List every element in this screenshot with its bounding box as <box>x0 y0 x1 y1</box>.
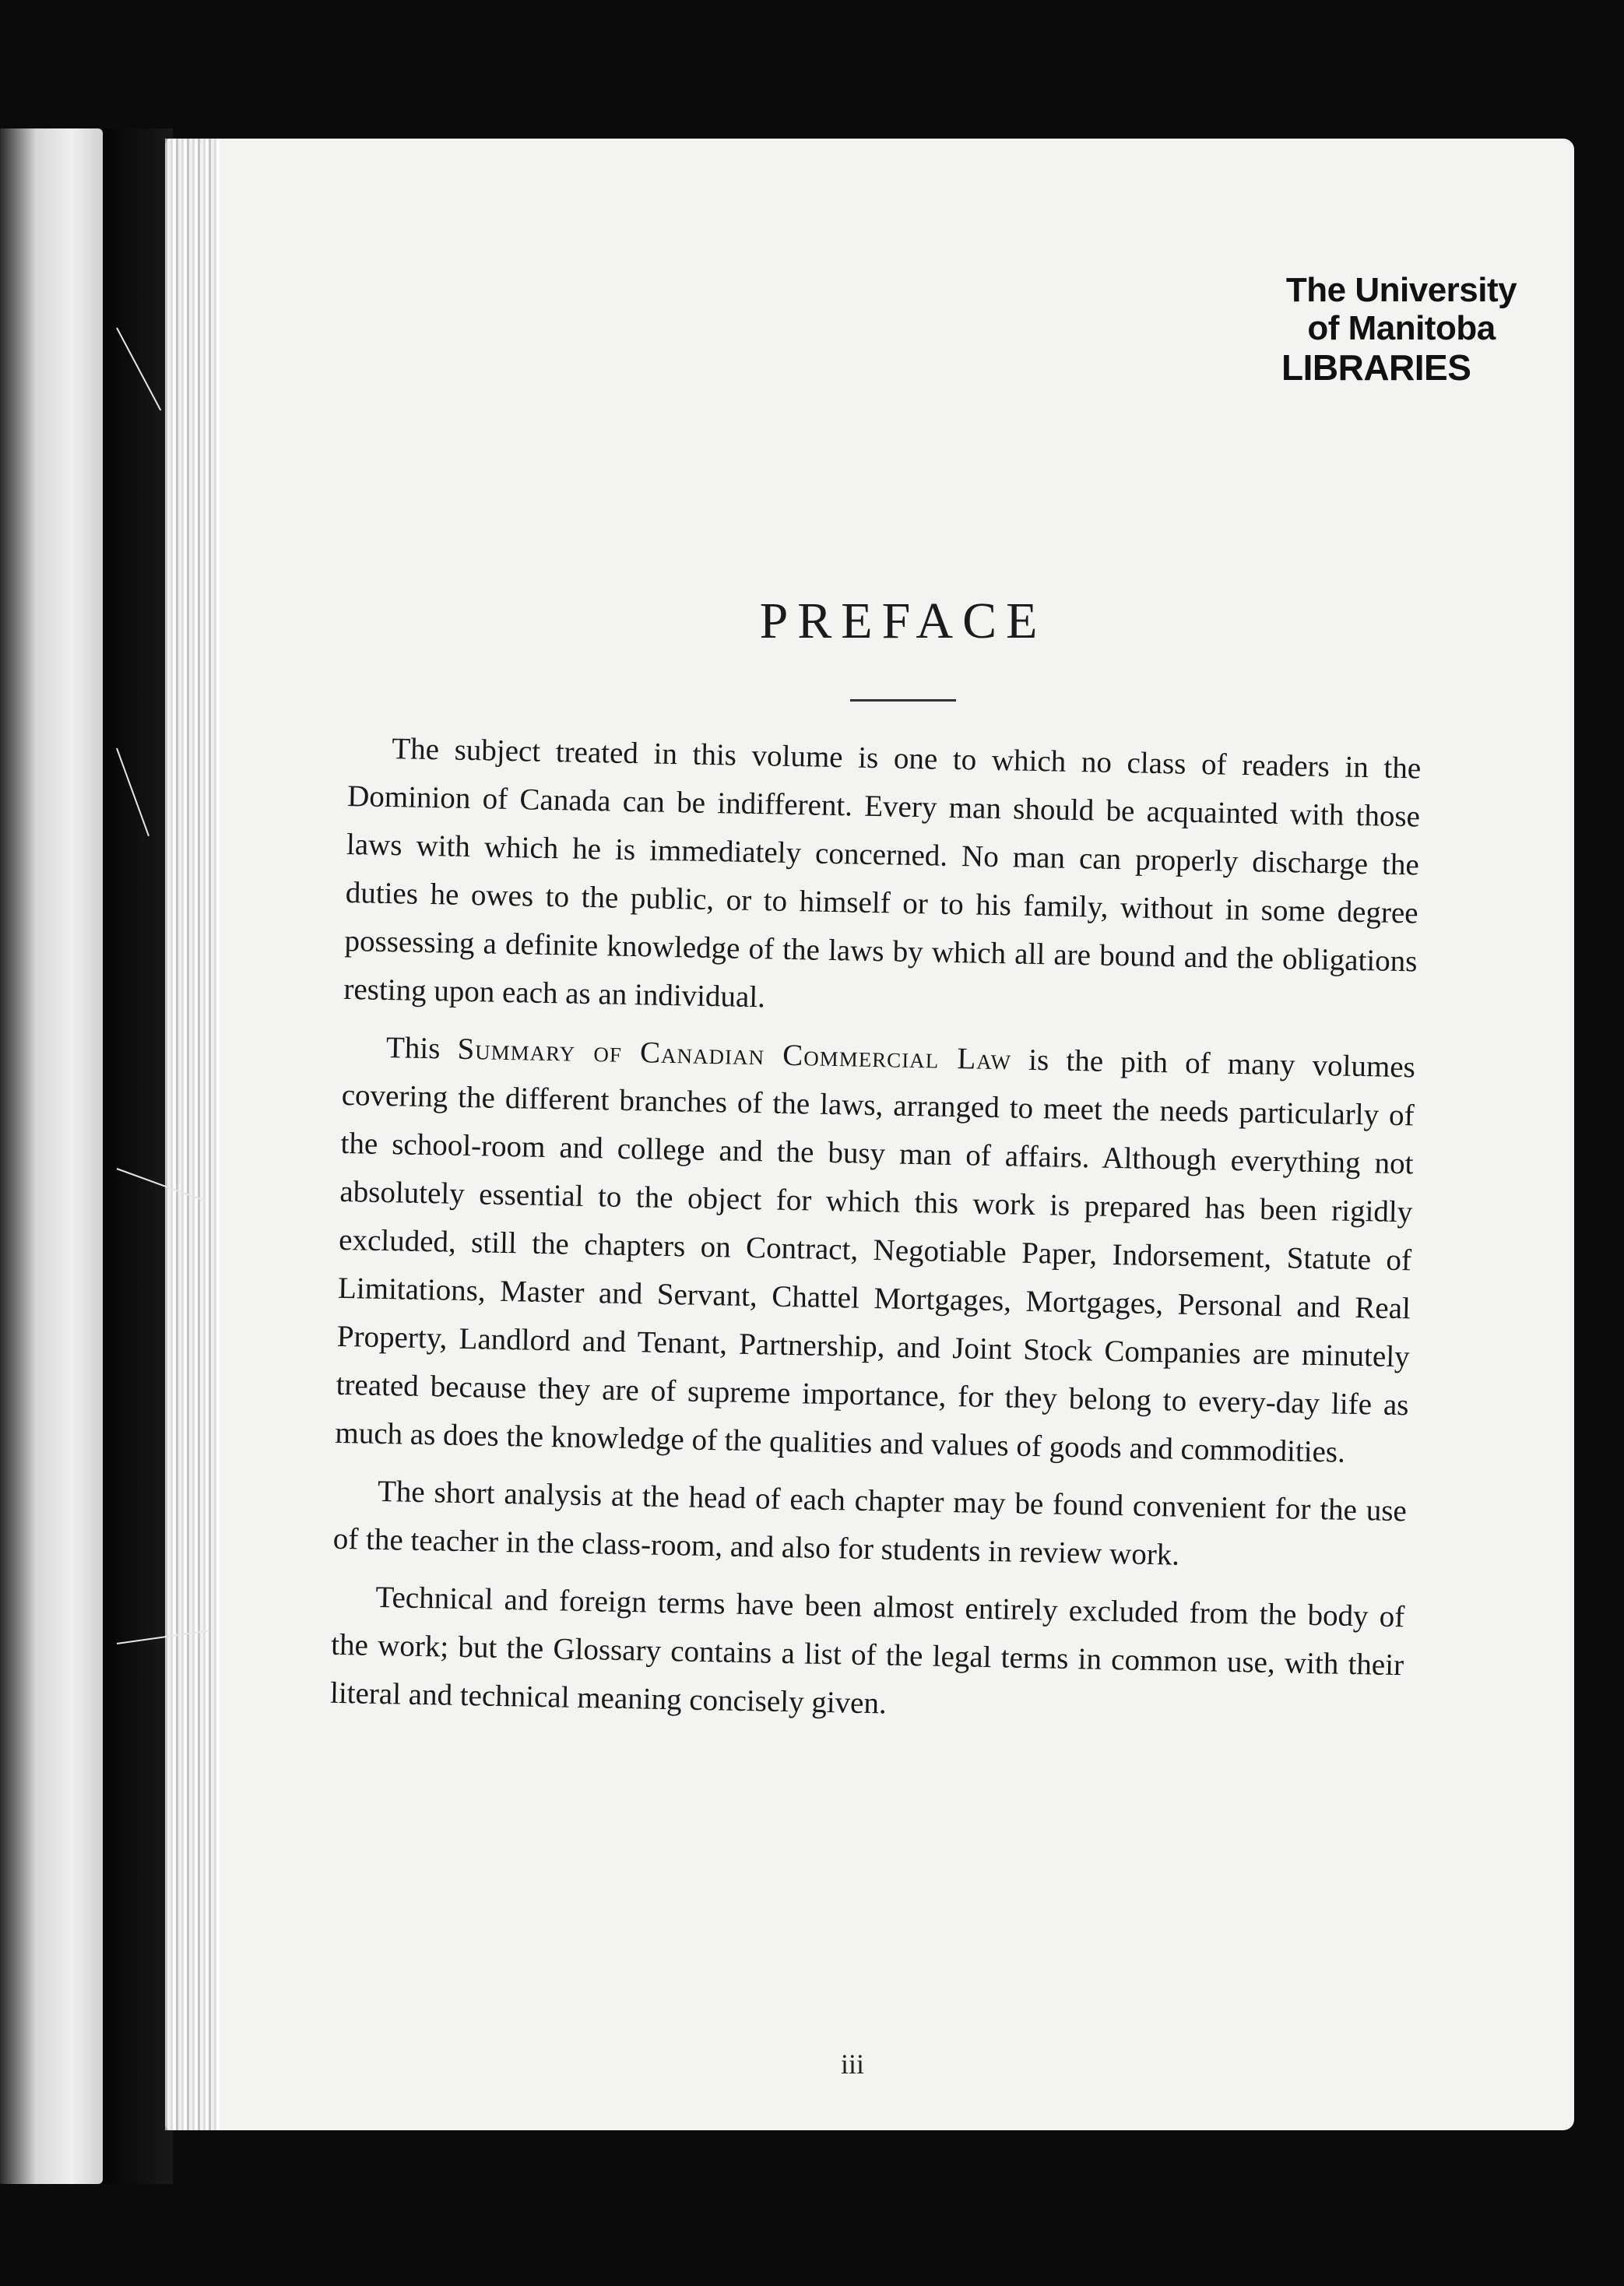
paragraph-1: The subject treated in this volume is one to which no class of readers in the Dominion of Canada can be indifferent. Every man should be acquainted with those laws with which he is immediately concerned. No man can properly discharge the duties he owes to the public, or to himself or to his family, without in some degree possessing a definite knowledge of the laws by which all are bound and the obligations resting upon each as an individual. <box>343 732 1422 1015</box>
paragraph-2-rest: is the pith of many volumes covering the different branches of the laws, arranged to meet the needs particularly of the school-room and college and the busy man of affairs. Although everything not absolutely essential to the object for which this work is prepared has been rigidly excluded, still the chapters on Contract, Negotiable Paper, Indorsement, Statute of Limitations, Master and Servant, Chattel Mortgages, Mortgages, Personal and Real Property, Landlord and Tenant, Partnership, and Joint Stock Companies are minutely treated because they are of supreme importance, for they belong to every-day life as much as does the knowledge of the qualities and values of goods and commodities. <box>335 1043 1416 1469</box>
stamp-line-1: The University <box>1285 271 1517 309</box>
paragraph-2 <box>335 1023 1415 1478</box>
page-title: PREFACE <box>759 593 1047 649</box>
binding-gutter <box>103 128 173 2184</box>
book-title-smallcaps: Summary of Canadian Commercial Law <box>457 1032 1012 1077</box>
page-number: iii <box>841 2049 865 2080</box>
stamp-line-3: LIBRARIES <box>1281 346 1471 388</box>
preface-body <box>329 724 1421 1747</box>
page-binding-edge <box>165 139 220 2130</box>
paragraph-4: Technical and foreign terms have been almost entirely excluded from the body of the work; but the Glossary contains a list of the legal terms in common use, with their literal and technical meaning concisely given. <box>329 1580 1405 1721</box>
paragraph-2-lead: This <box>385 1031 441 1066</box>
facing-page-edge <box>0 128 103 2184</box>
title-rule <box>850 699 956 702</box>
stamp-line-2: of Manitoba <box>1307 309 1496 348</box>
paragraph-3: The short analysis at the head of each chapter may be found convenient for the use of the teacher in the class-room, and also for students in review work. <box>332 1474 1408 1572</box>
library-stamp <box>1261 271 1541 388</box>
